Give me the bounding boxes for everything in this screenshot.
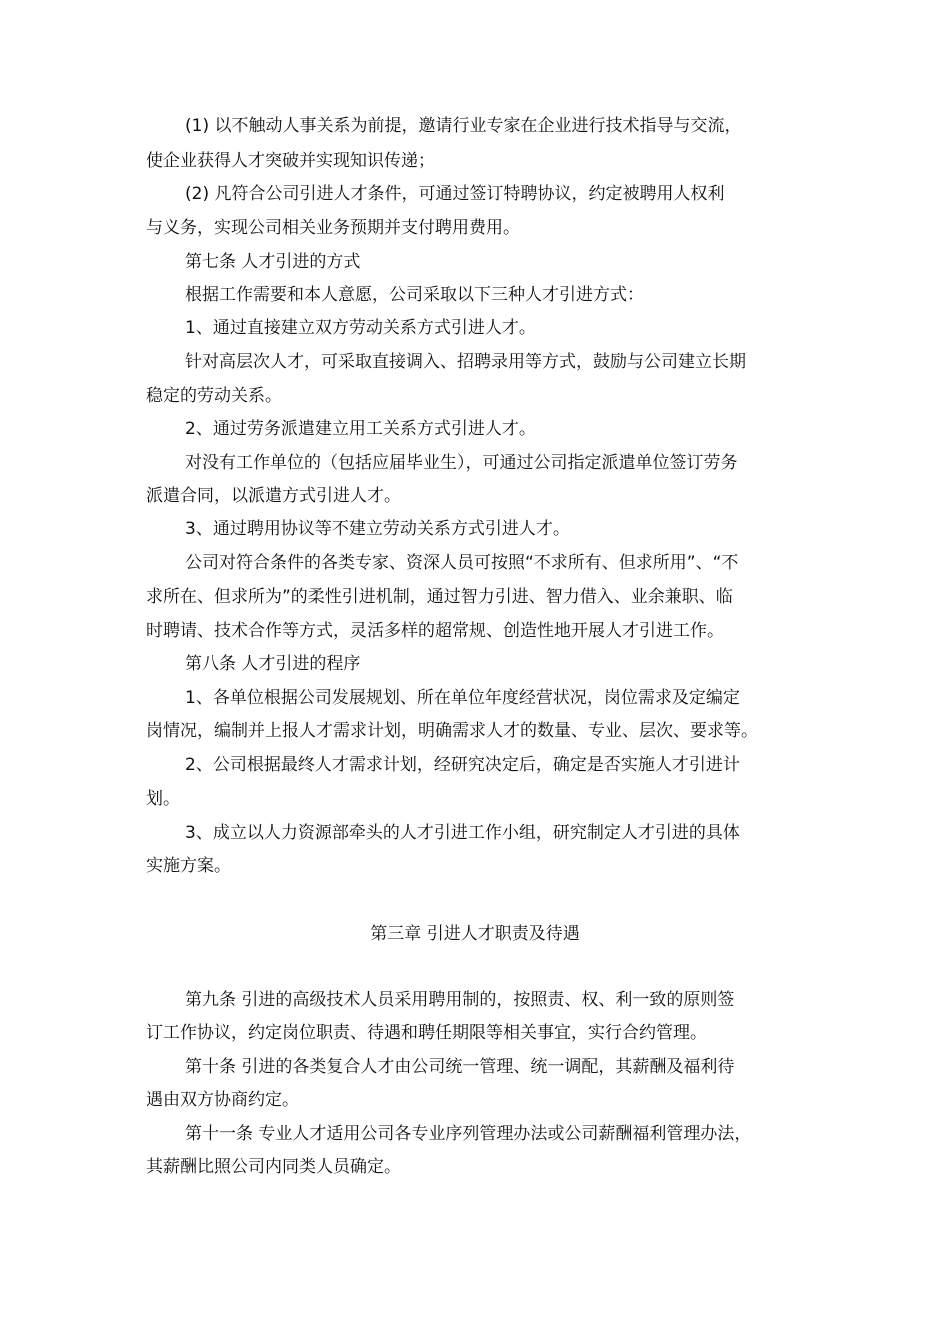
article11-line1: 第十一条 专业人才适用公司各专业序列管理办法或公司薪酬福利管理办法， bbox=[185, 1124, 752, 1144]
article7-way1-desc-line1: 针对高层次人才，可采取直接调入、招聘录用等方式，鼓励与公司建立长期 bbox=[185, 352, 746, 372]
article7-way3-desc-line1: 公司对符合条件的各类专家、资深人员可按照“不求所有、但求所用”、“不 bbox=[185, 553, 739, 573]
paragraph-item1-line2: 使企业获得人才突破并实现知识传递； bbox=[146, 151, 435, 171]
article8-step1-line2: 岗情况，编制并上报人才需求计划，明确需求人才的数量、专业、层次、要求等。 bbox=[146, 721, 758, 741]
article7-intro: 根据工作需要和本人意愿，公司采取以下三种人才引进方式： bbox=[185, 285, 644, 305]
article8-step3-line1: 3、成立以人力资源部牵头的人才引进工作小组，研究制定人才引进的具体 bbox=[185, 823, 740, 843]
article7-way1-desc-line2: 稳定的劳动关系。 bbox=[146, 386, 282, 406]
paragraph-item2-line1: (2) 凡符合公司引进人才条件，可通过签订特聘协议，约定被聘用人权利 bbox=[185, 184, 725, 204]
article8-step2-line1: 2、公司根据最终人才需求计划，经研究决定后，确定是否实施人才引进计 bbox=[185, 755, 740, 775]
article7-way3-desc-line3: 时聘请、技术合作等方式，灵活多样的超常规、创造性地开展人才引进工作。 bbox=[146, 621, 724, 641]
article11-line2: 其薪酬比照公司内同类人员确定。 bbox=[146, 1157, 401, 1177]
article7-way2: 2、通过劳务派遣建立用工关系方式引进人才。 bbox=[185, 419, 536, 439]
paragraph-item1-line1: (1) 以不触动人事关系为前提，邀请行业专家在企业进行技术指导与交流， bbox=[185, 116, 742, 136]
paragraph-item2-line2: 与义务，实现公司相关业务预期并支付聘用费用。 bbox=[146, 218, 520, 238]
article10-line1: 第十条 引进的各类复合人才由公司统一管理、统一调配，其薪酬及福利待 bbox=[185, 1057, 735, 1077]
chapter3-heading: 第三章 引进人才职责及待遇 bbox=[370, 924, 580, 944]
article9-line1: 第九条 引进的高级技术人员采用聘用制的，按照责、权、利一致的原则签 bbox=[185, 990, 735, 1010]
article10-line2: 遇由双方协商约定。 bbox=[146, 1090, 299, 1110]
article7-way1: 1、通过直接建立双方劳动关系方式引进人才。 bbox=[185, 318, 536, 338]
article8-step2-line2: 划。 bbox=[146, 789, 180, 809]
article8-step3-line2: 实施方案。 bbox=[146, 856, 231, 876]
article8-title: 第八条 人才引进的程序 bbox=[185, 654, 361, 674]
article7-way2-desc-line2: 派遣合同，以派遣方式引进人才。 bbox=[146, 486, 401, 506]
article9-line2: 订工作协议，约定岗位职责、待遇和聘任期限等相关事宜，实行合约管理。 bbox=[146, 1023, 707, 1043]
article8-step1-line1: 1、各单位根据公司发展规划、所在单位年度经营状况，岗位需求及定编定 bbox=[185, 688, 740, 708]
article7-way3: 3、通过聘用协议等不建立劳动关系方式引进人才。 bbox=[185, 519, 570, 539]
article7-way3-desc-line2: 求所在、但求所为”的柔性引进机制，通过智力引进、智力借入、业余兼职、临 bbox=[146, 587, 733, 607]
article7-title: 第七条 人才引进的方式 bbox=[185, 252, 361, 272]
article7-way2-desc-line1: 对没有工作单位的（包括应届毕业生），可通过公司指定派遣单位签订劳务 bbox=[185, 453, 738, 473]
